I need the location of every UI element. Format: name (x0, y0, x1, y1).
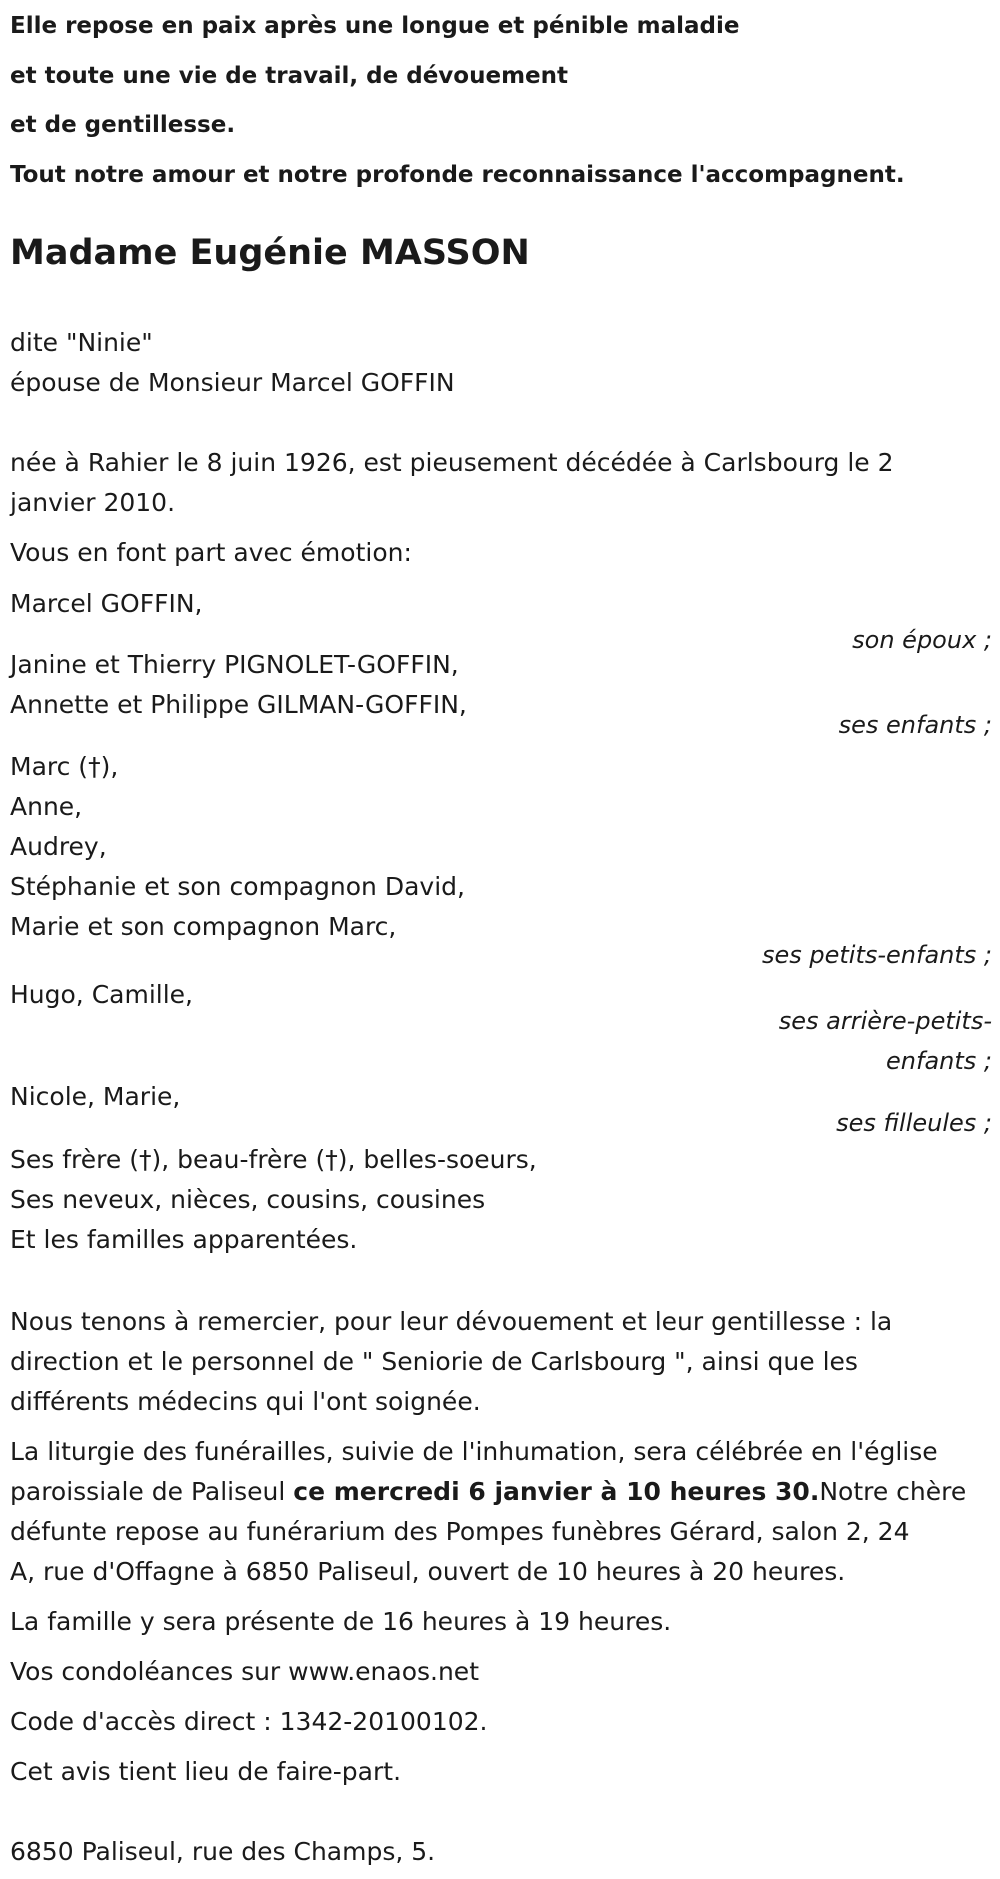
intro-line: et de gentillesse. (10, 112, 236, 138)
great-grandchild-entry: Hugo, Camille, (10, 980, 193, 1009)
ceremony-datetime: ce mercredi 6 janvier à 10 heures 30. (293, 1477, 820, 1506)
goddaughters-role: ses filleules ; (836, 1109, 992, 1137)
address (10, 1832, 992, 1872)
intro-block (10, 8, 905, 206)
spouse-role: son époux ; (852, 626, 992, 654)
birth-death-line: janvier 2010. (10, 488, 176, 517)
liturgy-text: paroissiale de Paliseul (10, 1477, 294, 1506)
great-grandchildren-group (10, 975, 992, 1085)
thanks-line: Nous tenons à remercier, pour leur dévouement et leur gentillesse : la (10, 1307, 893, 1336)
intro-line: Elle repose en paix après une longue et pénible maladie (10, 13, 740, 39)
birth-death-block (10, 443, 992, 523)
address-text: 6850 Paliseul, rue des Champs, 5. (10, 1837, 436, 1866)
grandchildren-group (10, 747, 992, 967)
children-group (10, 645, 992, 739)
great-grandchildren-role-line: enfants ; (886, 1047, 992, 1075)
grandchild-entry: Marc (†), (10, 752, 119, 781)
grandchild-entry: Marie et son compagnon Marc, (10, 912, 397, 941)
other-relatives (10, 1140, 992, 1260)
liturgy-paragraph (10, 1432, 992, 1592)
liturgy-line: défunte repose au funérarium des Pompes funèbres Gérard, salon 2, 24 (10, 1517, 910, 1546)
grandchildren-role: ses petits-enfants ; (761, 941, 992, 969)
family-presence (10, 1602, 992, 1642)
relative-entry: Ses frère (†), beau-frère (†), belles-soeurs, (10, 1145, 537, 1174)
announcement (10, 533, 992, 573)
grandchild-entry: Stéphanie et son compagnon David, (10, 872, 465, 901)
thanks-line: différents médecins qui l'ont soignée. (10, 1387, 481, 1416)
spouse-name: Marcel GOFFIN, (10, 589, 203, 618)
liturgy-line: A, rue d'Offagne à 6850 Paliseul, ouvert de 10 heures à 20 heures. (10, 1557, 846, 1586)
children-role: ses enfants ; (838, 711, 992, 739)
intro-line: et toute une vie de travail, de dévouement (10, 62, 568, 89)
child-entry: Annette et Philippe GILMAN-GOFFIN, (10, 690, 467, 719)
notice (10, 1752, 992, 1792)
relative-entry: Et les familles apparentées. (10, 1225, 358, 1254)
nickname: dite "Ninie" (10, 328, 153, 357)
access-code-text: Code d'accès direct : 1342-20100102. (10, 1707, 488, 1736)
grandchild-entry: Anne, (10, 792, 83, 821)
family-presence-text: La famille y sera présente de 16 heures à 19 heures. (10, 1607, 672, 1636)
thanks-paragraph (10, 1302, 992, 1422)
condolences-text: Vos condoléances sur www.enaos.net (10, 1657, 479, 1686)
liturgy-line: La liturgie des funérailles, suivie de l'inhumation, sera célébrée en l'église (10, 1437, 938, 1466)
thanks-line: direction et le personnel de " Seniorie de Carlsbourg ", ainsi que les (10, 1347, 858, 1376)
intro-line: Tout notre amour et notre profonde reconnaissance l'accompagnent. (10, 161, 905, 188)
condolences (10, 1652, 992, 1692)
liturgy-line (10, 1472, 992, 1512)
notice-text: Cet avis tient lieu de faire-part. (10, 1757, 402, 1786)
liturgy-text: Notre chère (819, 1477, 967, 1506)
great-grandchildren-role-line: ses arrière-petits- (778, 1007, 992, 1035)
identity-block (10, 323, 992, 403)
child-entry: Janine et Thierry PIGNOLET-GOFFIN, (10, 650, 459, 679)
access-code (10, 1702, 992, 1742)
birth-death-line: née à Rahier le 8 juin 1926, est pieusement décédée à Carlsbourg le 2 (10, 448, 894, 477)
spouse-line: épouse de Monsieur Marcel GOFFIN (10, 368, 455, 397)
announcement-text: Vous en font part avec émotion: (10, 538, 412, 567)
relative-entry: Ses neveux, nièces, cousins, cousines (10, 1185, 486, 1214)
goddaughter-entry: Nicole, Marie, (10, 1082, 181, 1111)
grandchild-entry: Audrey, (10, 832, 107, 861)
deceased-name: Madame Eugénie MASSON (10, 233, 530, 273)
